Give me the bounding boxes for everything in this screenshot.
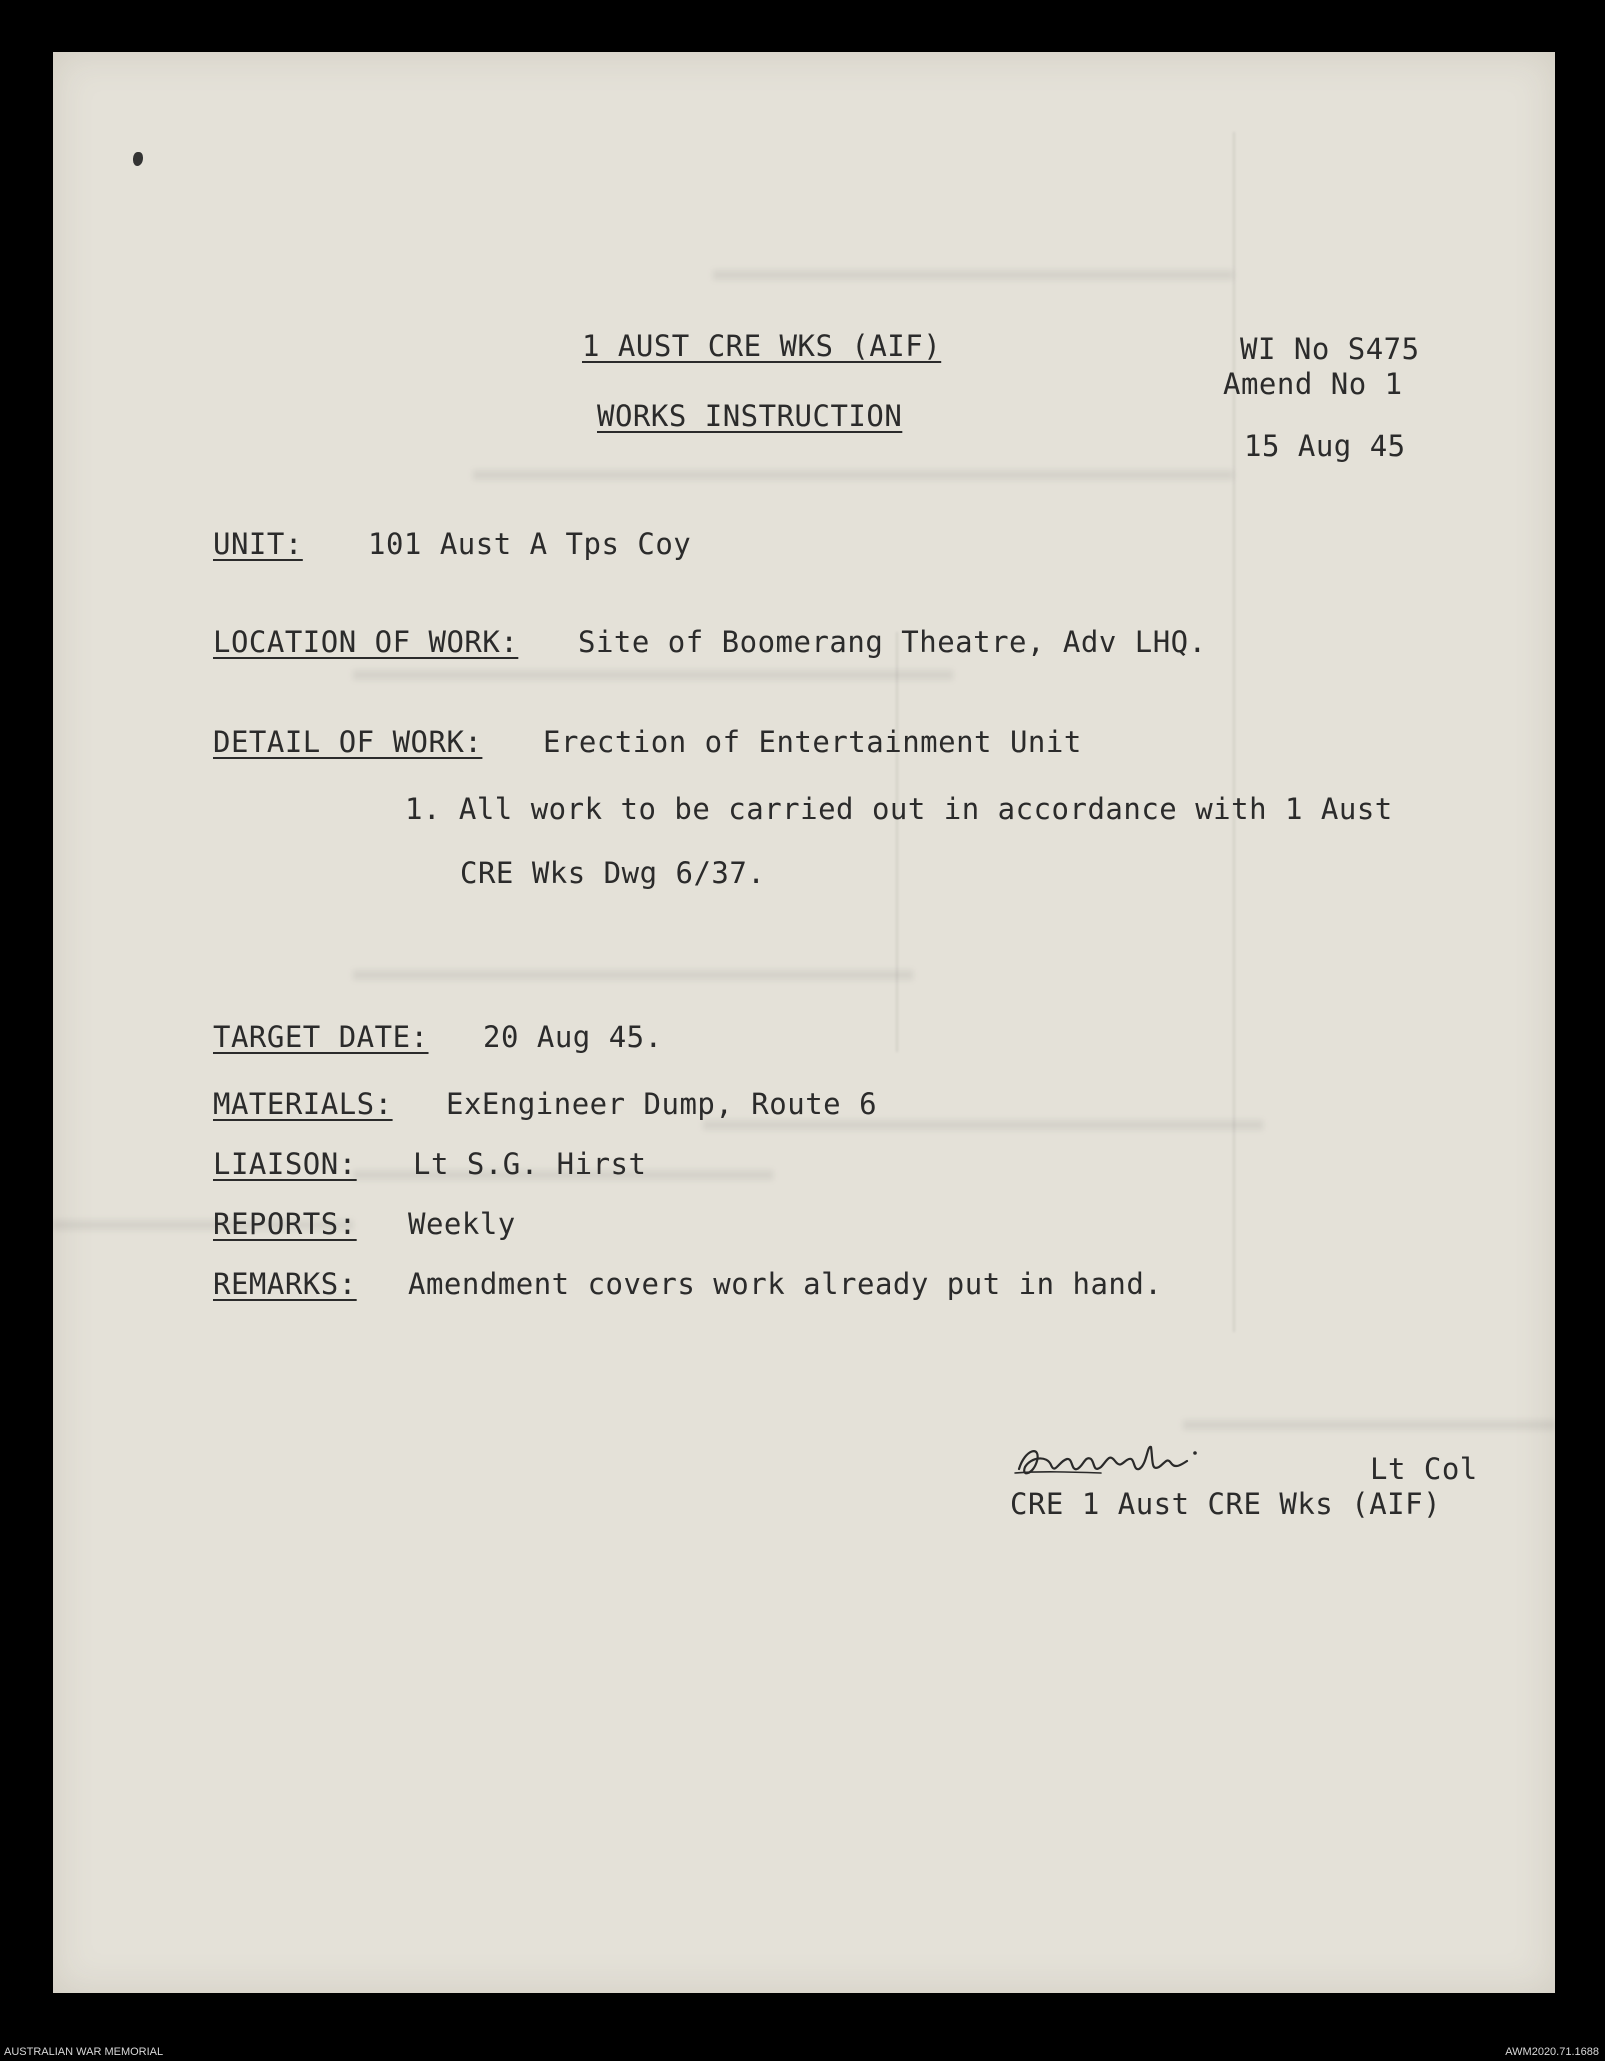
document-date: 15 Aug 45 <box>1244 429 1406 463</box>
detail-label: DETAIL OF WORK: <box>213 725 483 759</box>
bleed-through-line <box>1183 1420 1555 1430</box>
target-date-value: 20 Aug 45. <box>483 1020 663 1054</box>
unit-label: UNIT: <box>213 527 303 561</box>
bleed-through-rule <box>1233 132 1235 1332</box>
document-heading: 1 AUST CRE WKS (AIF) <box>582 329 942 363</box>
footer-institution: AUSTRALIAN WAR MEMORIAL <box>4 2046 164 2058</box>
detail-item-line-1: 1. All work to be carried out in accordance with 1 Aust <box>405 792 1393 826</box>
detail-value: Erection of Entertainment Unit <box>543 725 1082 759</box>
unit-value: 101 Aust A Tps Coy <box>368 527 692 561</box>
wi-number: WI No S475 <box>1240 332 1420 366</box>
ink-smudge <box>133 152 143 166</box>
reports-label: REPORTS: <box>213 1207 357 1241</box>
liaison-value: Lt S.G. Hirst <box>413 1147 647 1181</box>
bleed-through-line <box>713 270 1233 280</box>
bleed-through-line <box>353 670 953 680</box>
liaison-label: LIAISON: <box>213 1147 357 1181</box>
bleed-through-line <box>703 1120 1263 1130</box>
materials-value: ExEngineer Dump, Route 6 <box>446 1087 878 1121</box>
footer-reference: AWM2020.71.1688 <box>1505 2046 1599 2058</box>
document-subheading: WORKS INSTRUCTION <box>597 399 903 433</box>
handwritten-signature <box>1011 1431 1211 1491</box>
reports-value: Weekly <box>408 1207 516 1241</box>
bleed-through-line <box>353 970 913 980</box>
signatory-rank: Lt Col <box>1370 1452 1478 1486</box>
signatory-title: CRE 1 Aust CRE Wks (AIF) <box>1010 1487 1442 1521</box>
detail-item-line-2: CRE Wks Dwg 6/37. <box>460 856 766 890</box>
remarks-value: Amendment covers work already put in hand. <box>408 1267 1163 1301</box>
amendment-number: Amend No 1 <box>1223 367 1403 401</box>
bleed-through-rule <box>896 632 898 1052</box>
remarks-label: REMARKS: <box>213 1267 357 1301</box>
document-page <box>53 52 1555 1993</box>
location-label: LOCATION OF WORK: <box>213 625 519 659</box>
bleed-through-line <box>473 470 1233 480</box>
materials-label: MATERIALS: <box>213 1087 393 1121</box>
target-date-label: TARGET DATE: <box>213 1020 429 1054</box>
location-value: Site of Boomerang Theatre, Adv LHQ. <box>578 625 1207 659</box>
